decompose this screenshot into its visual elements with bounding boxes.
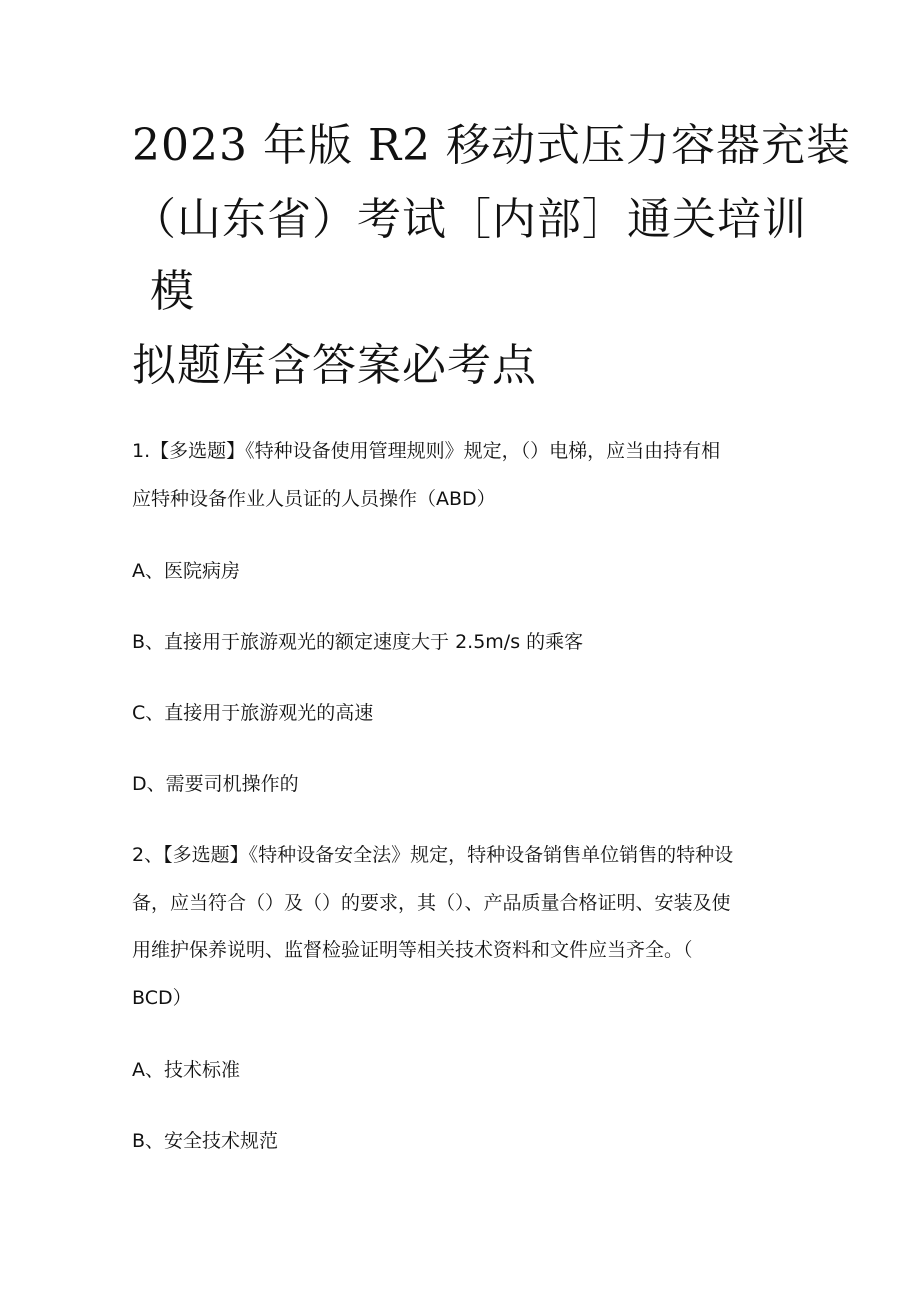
question-1-stem-line-1: 1.【多选题】《特种设备使用管理规则》规定，（）电梯，应当由持有相 [132,440,721,462]
question-2-option-b: B、安全技术规范 [132,1130,279,1152]
document-title-line-3: 模 [150,266,195,317]
document-title-line-1: 2023 年版 R2 移动式压力容器充装 [132,120,852,171]
question-2-option-a: A、技术标准 [132,1059,240,1081]
question-1-option-b: B、直接用于旅游观光的额定速度大于 2.5m/s 的乘客 [132,631,584,653]
document-title-line-2: （山东省）考试［内部］通关培训 [132,194,807,245]
question-1-option-c: C、直接用于旅游观光的高速 [132,702,374,724]
question-1-option-d: D、需要司机操作的 [132,773,299,795]
question-2-stem-line-2: 备，应当符合（）及（）的要求，其（）、产品质量合格证明、安装及使 [132,892,731,914]
question-2-stem-line-4: BCD） [132,987,192,1009]
question-2-stem-line-3: 用维护保养说明、监督检验证明等相关技术资料和文件应当齐全。（ [132,939,693,961]
question-2-stem-line-1: 2、【多选题】《特种设备安全法》规定，特种设备销售单位销售的特种设 [132,844,734,866]
document-title-line-4: 拟题库含答案必考点 [132,340,537,391]
question-1-option-a: A、医院病房 [132,560,240,582]
question-1-stem-line-2: 应特种设备作业人员证的人员操作（ABD） [132,488,496,510]
